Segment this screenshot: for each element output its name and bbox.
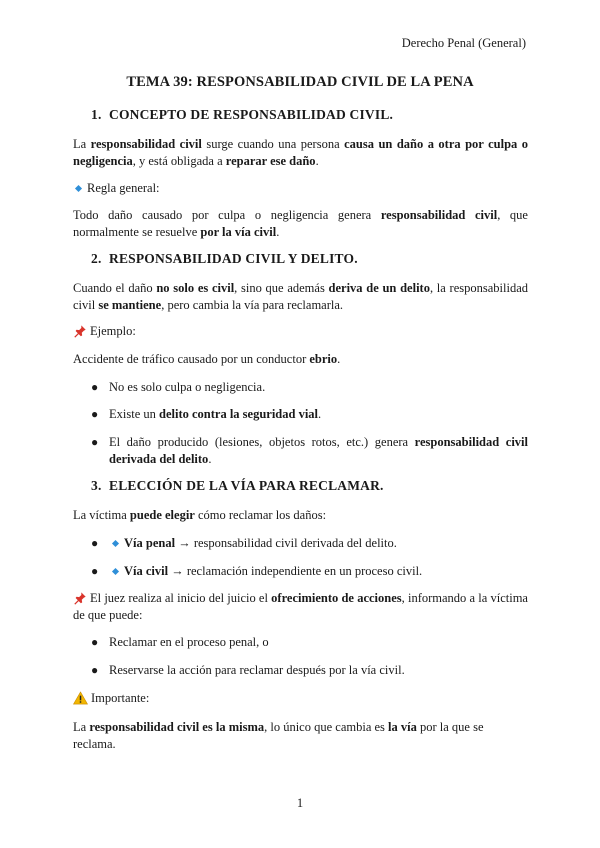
section-1-heading <box>91 107 393 123</box>
section-3-paragraph-1 <box>73 507 528 524</box>
text-run: cómo reclamar los daños: <box>194 508 327 522</box>
pushpin-icon <box>73 591 87 605</box>
blue-diamond-icon <box>112 568 119 575</box>
text-run: Cuando el daño <box>73 281 157 295</box>
section-2-paragraph-2 <box>73 351 528 368</box>
text-run: → reclamación independiente en un proceso civil. <box>168 564 423 578</box>
bold-run: se mantiene <box>98 298 162 312</box>
bullet-dot-icon: ● <box>91 407 99 421</box>
list-item <box>91 634 528 651</box>
important-label-line <box>73 690 528 707</box>
section-2-paragraph-1 <box>73 280 528 314</box>
text-run: La víctima <box>73 508 130 522</box>
section-3-number: 3. <box>91 478 102 493</box>
bold-run: no solo es civil <box>156 281 235 295</box>
section-3-paragraph-2 <box>73 590 528 624</box>
text-run: , y está obligada a <box>132 154 226 168</box>
rule-label-line <box>72 180 527 197</box>
list-item-text <box>91 535 528 552</box>
text-run: La <box>73 720 90 734</box>
bullet-dot-icon: ● <box>91 435 99 449</box>
bold-run: puede elegir <box>129 508 195 522</box>
list-item-text <box>91 406 528 423</box>
pushpin-icon <box>73 324 87 338</box>
text-run: → responsabilidad civil derivada del delito. <box>175 536 397 550</box>
list-item <box>91 662 528 679</box>
running-header: Derecho Penal (General) <box>401 36 526 50</box>
text-run: No es solo culpa o negligencia. <box>109 380 266 394</box>
rule-label: Regla general: <box>87 181 160 195</box>
bold-run: por la vía civil <box>200 225 277 239</box>
text-run: por la que se reclama. <box>73 720 484 751</box>
text-run: , que normalmente se resuelve <box>73 208 528 239</box>
document-title: TEMA 39: RESPONSABILIDAD CIVIL DE LA PENA <box>126 74 474 90</box>
bullet-dot-icon: ● <box>91 635 99 649</box>
section-2-heading <box>91 251 358 267</box>
bold-run: la vía <box>388 720 417 734</box>
list-item-text: Reservarse la acción para reclamar después por la vía civil. <box>109 663 405 677</box>
bold-run: responsabilidad civil es la misma <box>89 720 265 734</box>
list-item <box>91 379 528 396</box>
text-run: . <box>315 154 319 168</box>
text-run: . <box>337 352 341 366</box>
warning-icon <box>73 691 88 705</box>
text-run: , sino que además <box>234 281 329 295</box>
bold-run: causa un daño a otra por culpa o negligencia <box>73 137 528 168</box>
text-run: El daño producido (lesiones, objetos rotos, etc.) genera <box>109 435 415 449</box>
list-item-text <box>91 379 528 396</box>
bold-run: responsabilidad civil <box>380 208 498 222</box>
section-3-heading <box>91 478 384 494</box>
text-run: . <box>276 225 280 239</box>
bold-run: delito contra la seguridad vial <box>159 407 319 421</box>
text-run: El juez realiza al inicio del juicio el <box>90 591 272 605</box>
section-1-number: 1. <box>91 107 102 122</box>
text-run: Existe un <box>109 407 159 421</box>
text-run: , la responsabilidad civil <box>73 281 528 312</box>
text-run: La <box>73 137 91 151</box>
bold-run: deriva de un delito <box>328 281 430 295</box>
section-3-paragraph-3 <box>73 719 528 753</box>
section-1-paragraph-2 <box>73 207 528 241</box>
list-item-text <box>91 434 528 468</box>
section-1-title: CONCEPTO DE RESPONSABILIDAD CIVIL. <box>109 107 394 122</box>
section-2-number: 2. <box>91 251 102 266</box>
blue-diamond-icon <box>112 540 119 547</box>
bold-run: reparar ese daño <box>225 154 316 168</box>
option-item-penal <box>91 535 528 552</box>
page-number: 1 <box>296 796 304 810</box>
bold-run: Vía penal <box>124 536 176 550</box>
list-item <box>91 406 528 423</box>
text-run: Todo daño causado por culpa o negligencia genera <box>73 208 381 222</box>
bold-run: responsabilidad civil derivada del delito <box>109 435 528 466</box>
text-run: . <box>318 407 322 421</box>
section-2-title: RESPONSABILIDAD CIVIL Y DELITO. <box>109 251 358 266</box>
text-run: , pero cambia la vía para reclamarla. <box>161 298 344 312</box>
blue-diamond-icon <box>75 185 82 192</box>
text-run: surge cuando una persona <box>201 137 345 151</box>
bold-run: ebrio <box>309 352 338 366</box>
bullet-dot-icon: ● <box>91 380 99 394</box>
bold-run: ofrecimiento de acciones <box>271 591 402 605</box>
list-item <box>91 434 528 468</box>
bold-run: Vía civil <box>124 564 169 578</box>
section-3-title: ELECCIÓN DE LA VÍA PARA RECLAMAR. <box>109 478 384 493</box>
section-1-paragraph-1 <box>73 136 528 170</box>
list-item-text <box>91 563 528 580</box>
text-run: . <box>208 452 212 466</box>
bold-run: responsabilidad civil <box>90 137 202 151</box>
bullet-dot-icon: ● <box>91 564 99 578</box>
bullet-dot-icon: ● <box>91 536 99 550</box>
text-run: , lo único que cambia es <box>264 720 389 734</box>
important-label: Importante: <box>91 691 150 705</box>
text-run: , informando a la víctima de que puede: <box>73 591 528 622</box>
option-item-civil <box>91 563 528 580</box>
example-label-line <box>73 323 528 340</box>
example-label: Ejemplo: <box>90 324 136 338</box>
bullet-dot-icon: ● <box>91 663 99 677</box>
list-item-text: Reclamar en el proceso penal, o <box>109 635 269 649</box>
text-run: Accidente de tráfico causado por un conductor <box>73 352 310 366</box>
